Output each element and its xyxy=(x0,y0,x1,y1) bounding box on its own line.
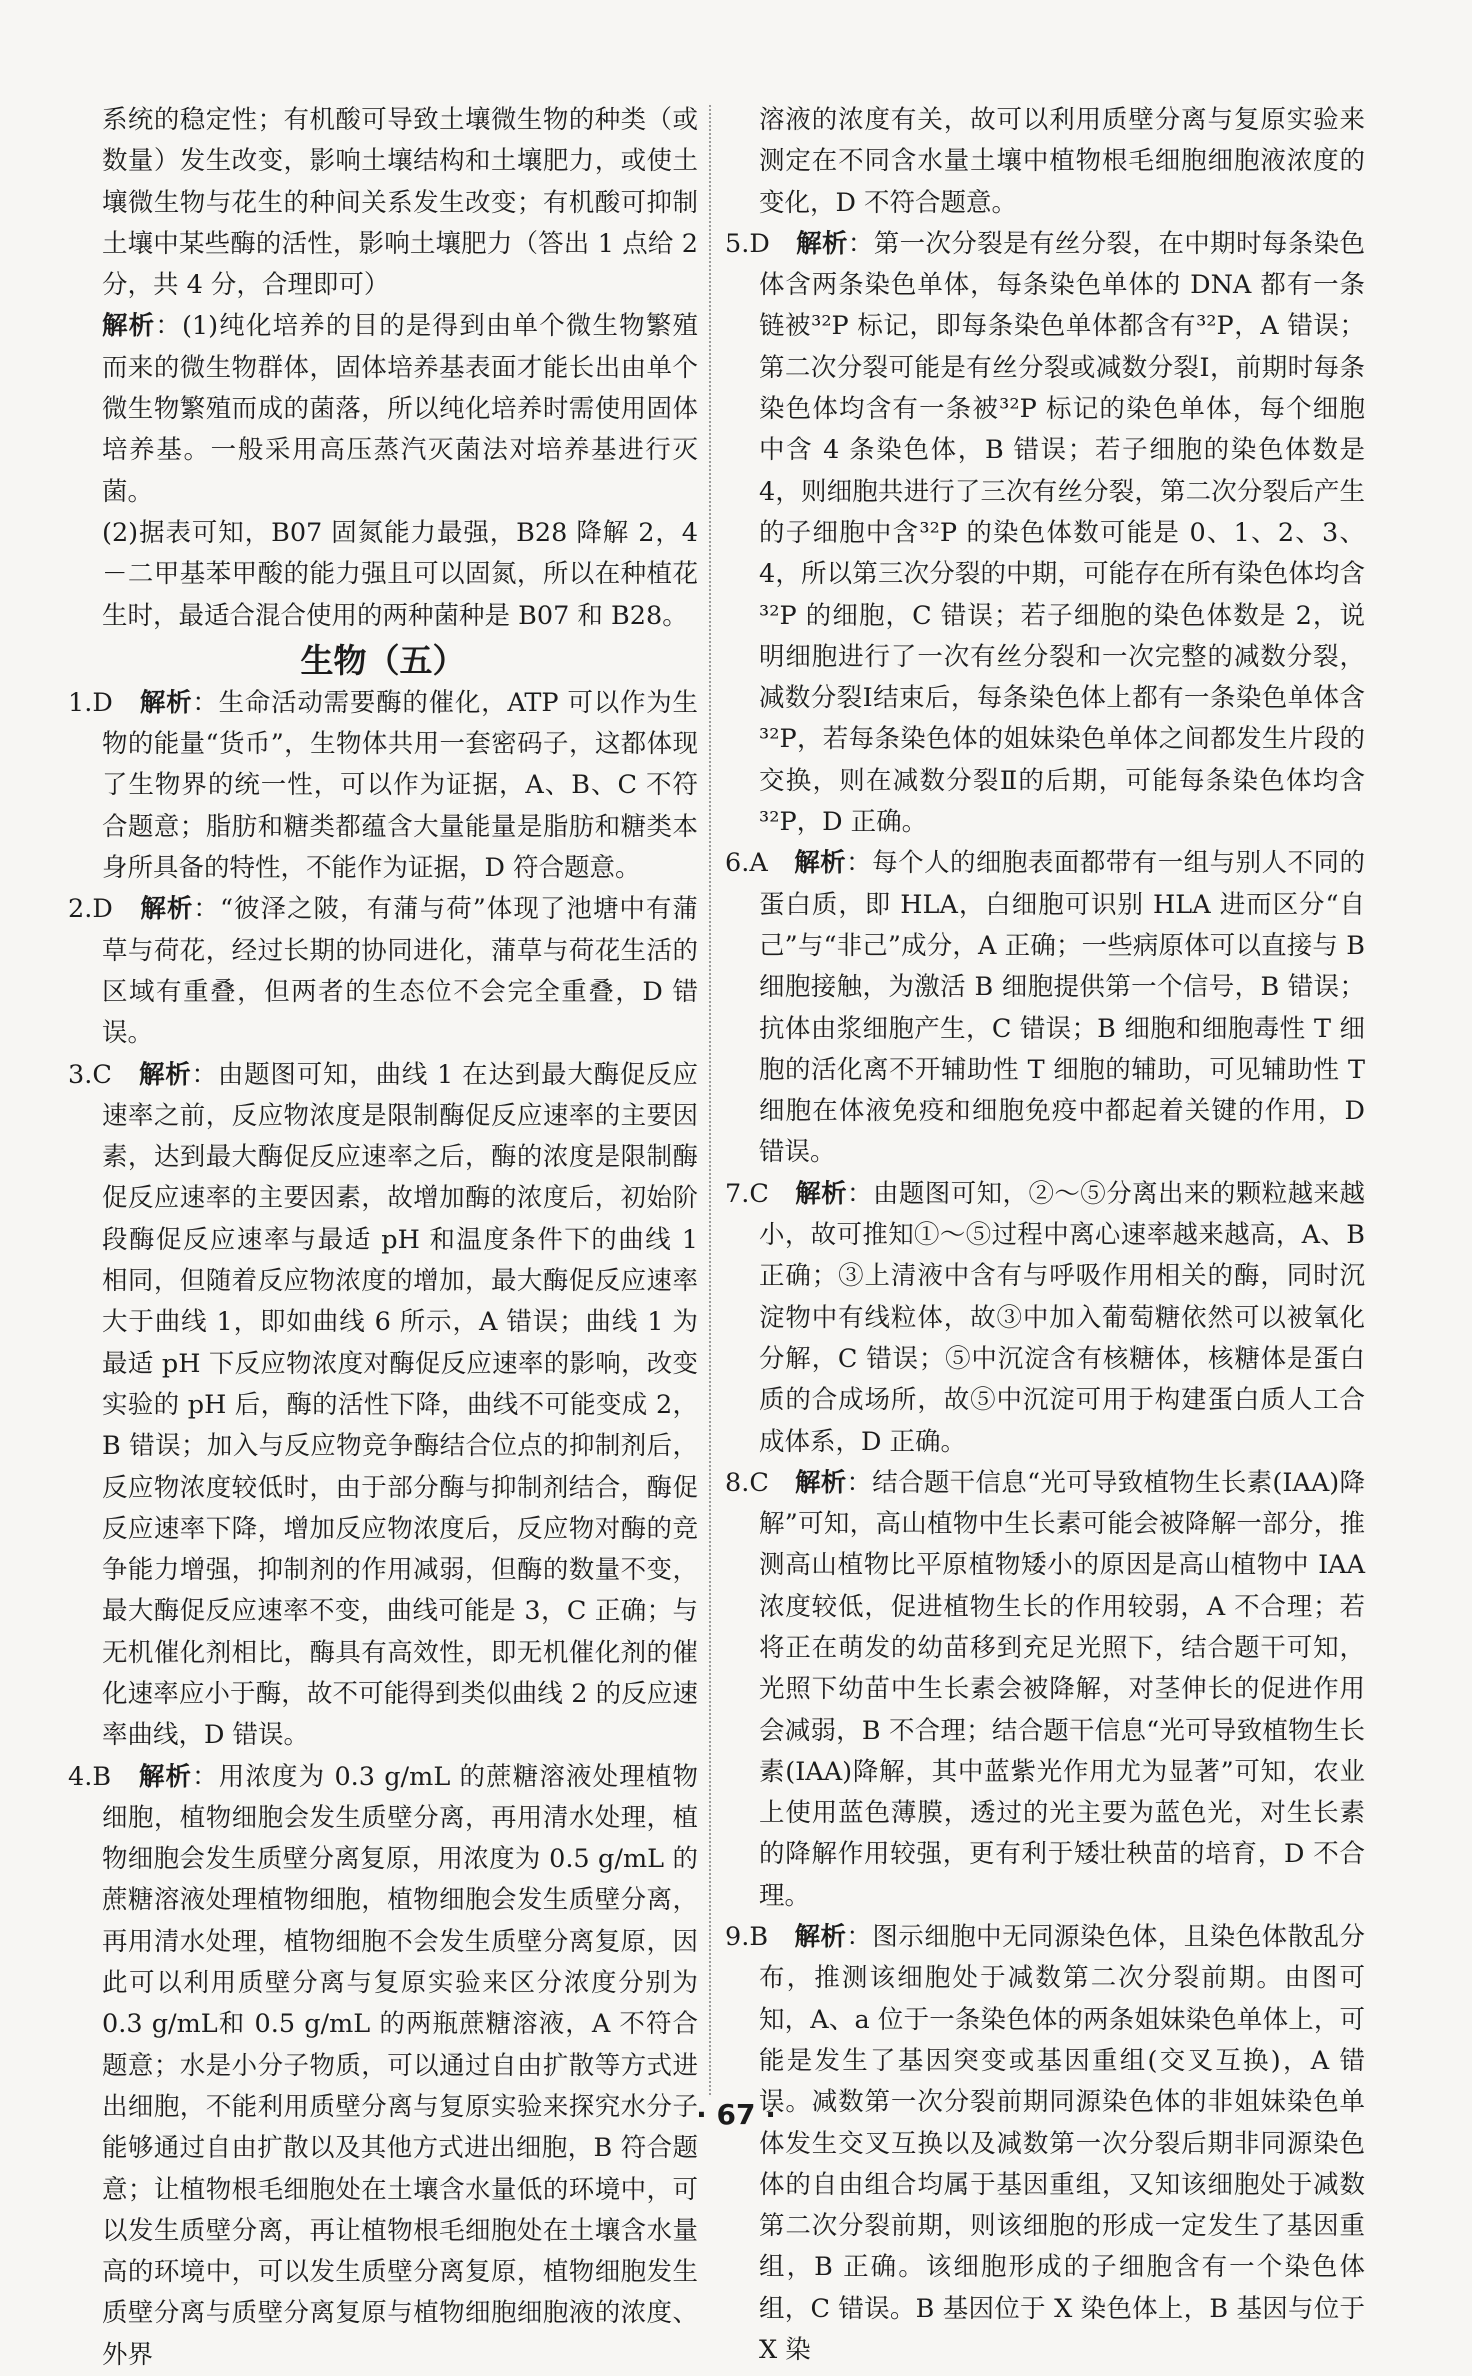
answer-item-6 xyxy=(725,843,1365,1173)
carry-over-answer: 溶液的浓度有关，故可以利用质壁分离与复原实验来测定在不同含水量土壤中植物根毛细胞细胞液浓度的变化，D 不符合题意。 xyxy=(759,105,1365,218)
explanation-text: ：由题图可知，②～⑤分离出来的颗粒越来越小，故可推知①～⑤过程中离心速率越来越高，A、B 正确；③上清液中含有与呼吸作用相关的酶，同时沉淀物中有线粒体，故③中加入葡萄糖依然可以被氧化分解，C 错误；⑤中沉淀含有核糖体，核糖体是蛋白质的合成场所，故⑤中沉淀可用于构建蛋白质人工合成体系，D 正确。 xyxy=(759,1178,1365,1457)
item-number: 9. xyxy=(725,1922,750,1953)
explanation-label: 解析 xyxy=(139,687,193,718)
explanation-text: ：每个人的细胞表面都带有一组与别人不同的蛋白质，即 HLA，白细胞可识别 HLA 进而区分“自己”与“非己”成分，A 正确；一些病原体可以直接与 B 细胞接触，为激活 B 细胞提供第一个信号，B 错误；抗体由浆细胞产生，C 错误；B 细胞和细胞毒性 T 细胞的活化离不开辅助性 T 细胞的辅助，可见辅助性 T 细胞在体液免疫和细胞免疫中都起着关键的作用，D 错误。 xyxy=(759,848,1365,1168)
explanation-text: ：第一次分裂是有丝分裂，在中期时每条染色体含两条染色单体，每条染色单体的 DNA 都有一条链被³²P 标记，即每条染色单体都含有³²P，A 错误；第二次分裂可能是有丝分裂或减数分裂Ⅰ，前期时每条染色体均含有一条被³²P 标记的染色单体，每个细胞中含 4 条染色体，B 错误；若子细胞的染色体数是 4，则细胞共进行了三次有丝分裂，第二次分裂后产生的子细胞中含³²P 的染色体数可能是 0、1、2、3、4，所以第三次分裂的中期，可能存在所有染色体均含³²P 的细胞，C 错误；若子细胞的染色体数是 2，说明细胞进行了一次有丝分裂和一次完整的减数分裂，减数分裂Ⅰ结束后，每条染色体上都有一条染色单体含³²P，若每条染色体的姐妹染色单体之间都发生片段的交换，则在减数分裂Ⅱ的后期，可能每条染色体均含³²P，D 正确。 xyxy=(759,228,1365,838)
explanation-paragraph-1 xyxy=(68,306,698,512)
answer-item-9 xyxy=(725,1917,1365,2371)
answer-item-7 xyxy=(725,1174,1365,1463)
left-column xyxy=(68,100,698,2376)
item-answer: B xyxy=(92,1761,112,1792)
answer-item-5 xyxy=(725,224,1365,843)
item-number: 8. xyxy=(725,1467,750,1498)
item-answer: D xyxy=(92,894,113,925)
item-number: 3. xyxy=(68,1059,93,1090)
item-number: 6. xyxy=(725,848,750,879)
section-title: 生物（五） xyxy=(300,640,466,680)
item-number: 7. xyxy=(725,1178,750,1209)
item-answer: D xyxy=(92,687,113,718)
right-column xyxy=(725,100,1365,2371)
answer-item-4 xyxy=(68,1757,698,2376)
item-number: 2. xyxy=(68,894,93,925)
explanation-text: ：“彼泽之陂，有蒲与荷”体现了池塘中有蒲草与荷花，经过长期的协同进化，蒲草与荷花生活的区域有重叠，但两者的生态位不会完全重叠，D 错误。 xyxy=(102,894,698,1049)
item-number: 1. xyxy=(68,687,93,718)
explanation-label: 解析 xyxy=(794,1467,847,1498)
explanation-label: 解析 xyxy=(794,1922,847,1953)
answer-item-3 xyxy=(68,1055,698,1757)
explanation-paragraph-2: (2)据表可知，B07 固氮能力最强，B28 降解 2，4－二甲基苯甲酸的能力强且可以固氮，所以在种植花生时，最适合混合使用的两种菌种是 B07 和 B28。 xyxy=(102,517,698,631)
item-answer: B xyxy=(749,1922,769,1953)
explanation-text: ：由题图可知，曲线 1 在达到最大酶促反应速率之前，反应物浓度是限制酶促反应速率的主要因素，达到最大酶促反应速率之后，酶的浓度是限制酶促反应速率的主要因素，故增加酶的浓度后，初始阶段酶促反应速率与最适 pH 和温度条件下的曲线 1 相同，但随着反应物浓度的增加，最大酶促反应速率大于曲线 1，即如曲线 6 所示，A 错误；曲线 1 为最适 pH 下反应物浓度对酶促反应速率的影响，改变实验的 pH 后，酶的活性下降，曲线不可能变成 2，B 错误；加入与反应物竞争酶结合位点的抑制剂后，反应物浓度较低时，由于部分酶与抑制剂结合，酶促反应速率下降，增加反应物浓度后，反应物对酶的竞争能力增强，抑制剂的作用减弱，但酶的数量不变，最大酶促反应速率不变，曲线可能是 3，C 正确；与无机催化剂相比，酶具有高效性，即无机催化剂的催化速率应小于酶，故不可能得到类似曲线 2 的反应速率曲线，D 错误。 xyxy=(102,1059,698,1751)
explanation-label: 解析 xyxy=(795,1178,848,1209)
explanation-text: ：用浓度为 0.3 g/mL 的蔗糖溶液处理植物细胞，植物细胞会发生质壁分离，再用清水处理，植物细胞会发生质壁分离复原，用浓度为 0.5 g/mL 的蔗糖溶液处理植物细胞，植物细胞会发生质壁分离，再用清水处理，植物细胞不会发生质壁分离复原，因此可以利用质壁分离与复原实验来区分浓度分别为 0.3 g/mL和 0.5 g/mL 的两瓶蔗糖溶液，A 不符合题意；水是小分子物质，可以通过自由扩散等方式进出细胞，不能利用质壁分离与复原实验来探究水分子能够通过自由扩散以及其他方式进出细胞，B 符合题意；让植物根毛细胞处在土壤含水量低的环境中，可以发生质壁分离，再让植物根毛细胞处在土壤含水量高的环境中，可以发生质壁分离复原，植物细胞发生质壁分离与质壁分离复原与植物细胞细胞液的浓度、外界 xyxy=(102,1761,698,2370)
column-divider xyxy=(709,105,711,2095)
item-answer: D xyxy=(749,228,770,259)
item-answer: C xyxy=(749,1467,769,1498)
answer-item-1 xyxy=(68,683,698,889)
explanation-label: 解析 xyxy=(138,1761,193,1792)
explanation-text: ：图示细胞中无同源染色体，且染色体散乱分布，推测该细胞处于减数第二次分裂前期。由图可知，A、a 位于一条染色体的两条姐妹染色单体上，可能是发生了基因突变或基因重组(交叉互换)，A 错误。减数第一次分裂前期同源染色体的非姐妹染色单体发生交叉互换以及减数第一次分裂后期非同源染色体的自由组合均属于基因重组，又知该细胞处于减数第二次分裂前期，则该细胞的形成一定发生了基因重组，B 正确。该细胞形成的子细胞含有一个染色体组，C 错误。B 基因位于 X 染色体上，B 基因与位于 X 染 xyxy=(759,1922,1365,2366)
carry-over-answer: 系统的稳定性；有机酸可导致土壤微生物的种类（或数量）发生改变，影响土壤结构和土壤肥力，或使土壤微生物与花生的种间关系发生改变；有机酸可抑制土壤中某些酶的活性，影响土壤肥力（答出 1 点给 2 分，共 4 分，合理即可） xyxy=(102,105,698,301)
explanation-label: 解析 xyxy=(794,848,847,879)
answer-item-8 xyxy=(725,1463,1365,1917)
answer-item-2 xyxy=(68,889,698,1054)
page-number: · 67 · xyxy=(696,2098,776,2131)
item-answer: C xyxy=(92,1059,112,1090)
explanation-text: ：生命活动需要酶的催化，ATP 可以作为生物的能量“货币”，生物体共用一套密码子，这都体现了生物界的统一性，可以作为证据，A、B、C 不符合题意；脂肪和糖类都蕴含大量能量是脂肪和糖类本身所具备的特性，不能作为证据，D 符合题意。 xyxy=(102,687,698,884)
item-answer: C xyxy=(749,1178,769,1209)
item-number: 4. xyxy=(68,1761,93,1792)
explanation-label: 解析 xyxy=(796,228,848,259)
explanation-text: ：(1)纯化培养的目的是得到由单个微生物繁殖而来的微生物群体，固体培养基表面才能长出由单个微生物繁殖而成的菌落，所以纯化培养时需使用固体培养基。一般采用高压蒸汽灭菌法对培养基进行灭菌。 xyxy=(102,311,698,507)
item-number: 5. xyxy=(725,228,750,259)
item-answer: A xyxy=(749,848,768,879)
explanation-text: ：结合题干信息“光可导致植物生长素(IAA)降解”可知，高山植物中生长素可能会被降解一部分，推测高山植物比平原植物矮小的原因是高山植物中 IAA 浓度较低，促进植物生长的作用较弱，A 不合理；若将正在萌发的幼苗移到充足光照下，结合题干可知，光照下幼苗中生长素会被降解，对茎伸长的促进作用会减弱，B 不合理；结合题干信息“光可导致植物生长素(IAA)降解，其中蓝紫光作用尤为显著”可知，农业上使用蓝色薄膜，透过的光主要为蓝色光，对生长素的降解作用较强，更有利于矮壮秧苗的培育，D 不合理。 xyxy=(759,1467,1365,1911)
explanation-label: 解析 xyxy=(138,1059,192,1090)
explanation-label: 解析 xyxy=(102,311,156,342)
explanation-label: 解析 xyxy=(140,894,194,925)
